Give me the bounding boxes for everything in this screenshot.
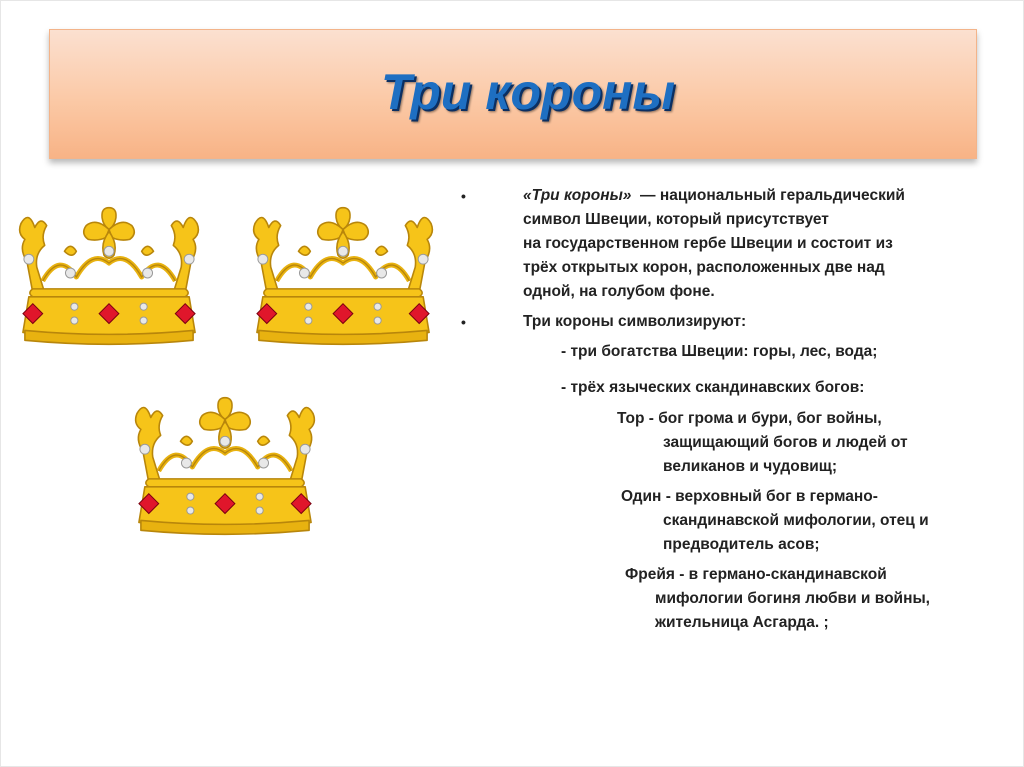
god-freya (451, 563, 991, 635)
god-odin-line: Один - верховный бог в германо- (621, 488, 878, 505)
definition-line: трёх открытых корон, расположенных две над (523, 259, 885, 276)
god-thor-line: Тор - бог грома и бури, бог войны, (617, 410, 882, 427)
definition-line: символ Швеции, который присутствует (523, 211, 829, 228)
god-freya-line: Фрейя - в германо-скандинавской (625, 566, 887, 583)
god-freya-line: мифологии богиня любви и войны, (655, 590, 930, 607)
crown-icon-graphic (249, 201, 437, 351)
god-odin (451, 485, 991, 557)
crown-icon (15, 201, 203, 351)
symbolism-item-riches: - три богатства Швеции: горы, лес, вода; (561, 343, 878, 360)
crown-icon-graphic (131, 391, 319, 541)
bullet-item-symbolism (451, 310, 991, 334)
god-odin-line: скандинавской мифологии, отец и (663, 512, 929, 529)
god-odin-line: предводитель асов; (663, 536, 820, 553)
god-thor-line: великанов и чудовищ; (663, 458, 838, 475)
god-thor (451, 407, 991, 479)
symbolism-list (451, 340, 991, 635)
quoted-term: «Три короны» (523, 187, 632, 204)
definition-first-line (523, 184, 991, 208)
crown-icon-graphic (15, 201, 203, 351)
god-thor-line: защищающий богов и людей от (663, 434, 908, 451)
symbolism-heading: Три короны символизируют: (523, 313, 747, 330)
symbolism-item-gods: - трёх языческих скандинавских богов: (561, 379, 865, 396)
title-banner (49, 29, 977, 159)
god-freya-line: жительница Асгарда. ; (655, 614, 829, 631)
text-body (451, 181, 991, 635)
definition-line: на государственном гербе Швеции и состоит из (523, 235, 893, 252)
crown-icon (131, 391, 319, 541)
definition-text: — национальный геральдический (631, 187, 905, 204)
bullet-item-definition (451, 184, 991, 304)
definition-line: одной, на голубом фоне. (523, 283, 715, 300)
bullet-dot: • (461, 188, 466, 204)
crown-icon (249, 201, 437, 351)
slide-title: Три короны (380, 64, 676, 120)
bullet-dot: • (461, 314, 466, 330)
